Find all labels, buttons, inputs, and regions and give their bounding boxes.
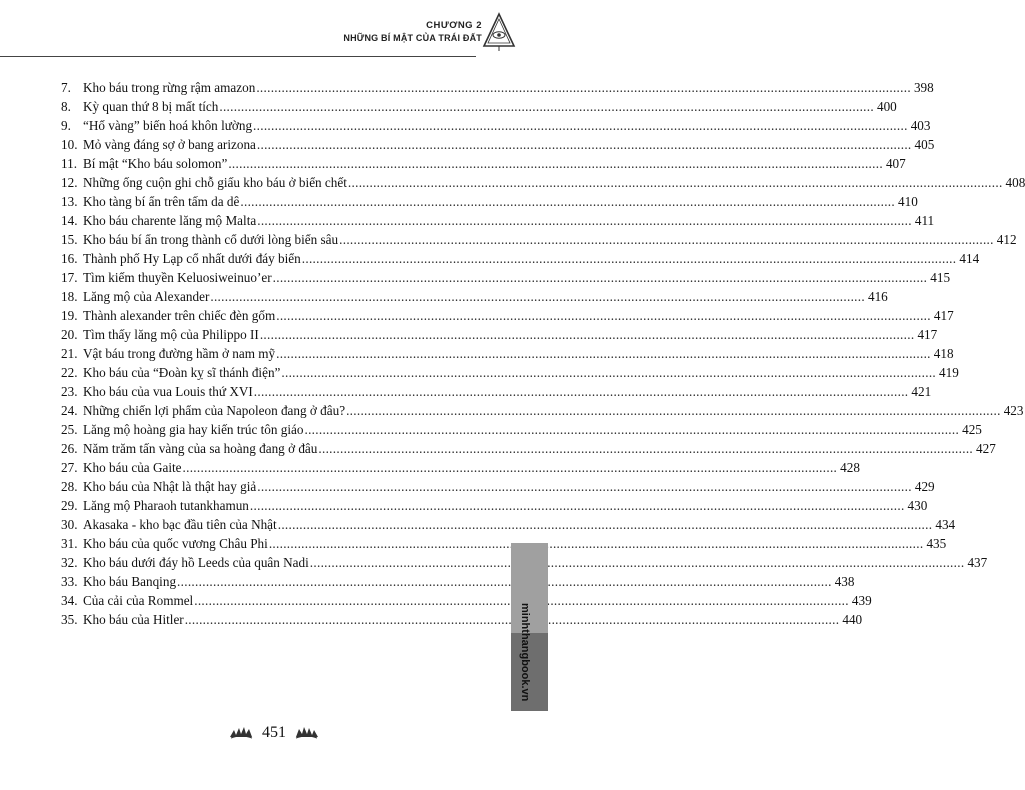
toc-entry-title: Kho tàng bí ẩn trên tấm da dê (83, 194, 240, 210)
toc-entry-page: 416 (867, 289, 888, 305)
toc-entry-number: 24. (61, 403, 78, 419)
toc-leader-dots (304, 422, 959, 438)
toc-leader-dots (260, 327, 915, 343)
toc-entry-title: Vật báu trong đường hầm ở nam mỹ (83, 346, 276, 362)
toc-entry-page: 418 (933, 346, 954, 362)
toc-entry (61, 517, 956, 536)
toc-entry-page: 403 (910, 118, 931, 134)
toc-entry-title: Kho báu của Gaite (83, 460, 182, 476)
toc-leader-dots (256, 80, 911, 96)
toc-entry-number: 30. (61, 517, 78, 533)
toc-leader-dots (281, 365, 936, 381)
toc-entry-number: 20. (61, 327, 78, 343)
toc-entry-number: 35. (61, 612, 78, 628)
toc-leader-dots (348, 175, 1003, 191)
toc-entry-page: 417 (933, 308, 954, 324)
toc-entry-title: Lăng mộ hoàng gia hay kiến trúc tôn giáo (83, 422, 304, 438)
toc-entry-number: 26. (61, 441, 78, 457)
toc-entry-number: 18. (61, 289, 78, 305)
toc-entry (61, 308, 954, 327)
toc-entry-title: Lăng mộ của Alexander (83, 289, 210, 305)
toc-entry-page: 415 (930, 270, 951, 286)
toc-entry-page: 440 (842, 612, 863, 628)
toc-entry-title: Kho báu của Hitler (83, 612, 184, 628)
toc-entry-title: Kho báu bí ẩn trong thành cổ dưới lòng biển sâu (83, 232, 339, 248)
toc-leader-dots (302, 251, 957, 267)
toc-entry (61, 137, 935, 156)
toc-entry-title: Tìm kiếm thuyền Keluosiweinuo’er (83, 270, 272, 286)
toc-entry-page: 419 (939, 365, 959, 381)
toc-entry-title: Kho báu Banqing (83, 574, 177, 590)
toc-entry (61, 270, 951, 289)
toc-entry-title: Của cải của Rommel (83, 593, 194, 609)
toc-entry-title: Kho báu charente lăng mộ Malta (83, 213, 257, 229)
toc-entry-title: Tìm thấy lăng mộ của Philippo II (83, 327, 259, 343)
toc-entry (61, 346, 954, 365)
toc-entry (61, 175, 1025, 194)
toc-entry (61, 289, 888, 308)
toc-entry-number: 17. (61, 270, 78, 286)
eye-in-triangle-icon (482, 12, 516, 52)
toc-entry-page: 437 (967, 555, 988, 571)
toc-entry-title: Những ống cuộn ghi chỗ giấu kho báu ở biển chết (83, 175, 347, 191)
toc-entry-number: 13. (61, 194, 78, 210)
toc-leader-dots (269, 536, 924, 552)
toc-entry (61, 403, 1024, 422)
toc-entry-page: 434 (935, 517, 956, 533)
toc-entry-page: 412 (996, 232, 1017, 248)
toc-entry-number: 11. (61, 156, 77, 172)
toc-entry (61, 213, 935, 232)
toc-entry-page: 425 (962, 422, 982, 438)
toc-entry-number: 14. (61, 213, 78, 229)
toc-leader-dots (219, 99, 874, 115)
toc-entry-number: 32. (61, 555, 78, 571)
toc-entry (61, 156, 906, 175)
chapter-header (343, 20, 482, 44)
toc-entry-number: 33. (61, 574, 78, 590)
table-of-contents (61, 80, 1025, 631)
chapter-subtitle: NHỮNG BÍ MẬT CỦA TRÁI ĐẤT (343, 33, 482, 43)
toc-entry-title: “Hố vàng” biến hoá khôn lường (83, 118, 253, 134)
toc-leader-dots (276, 346, 931, 362)
toc-entry-title: Kho báu trong rừng rậm amazon (83, 80, 256, 95)
toc-entry (61, 80, 934, 99)
toc-leader-dots (257, 479, 912, 495)
toc-leader-dots (210, 289, 865, 305)
toc-entry-title: Kho báu của quốc vương Châu Phi (83, 536, 268, 552)
toc-entry (61, 194, 918, 213)
toc-entry-title: Kỳ quan thứ 8 bị mất tích (83, 99, 219, 115)
toc-entry-number: 19. (61, 308, 78, 324)
toc-entry-number: 31. (61, 536, 78, 552)
toc-entry-page: 428 (840, 460, 860, 476)
leaf-ornament-icon (294, 725, 320, 741)
toc-entry-page: 398 (913, 80, 934, 95)
toc-entry-title: Những chiến lợi phẩm của Napoleon đang ở đâu? (83, 403, 346, 419)
toc-entry (61, 99, 897, 118)
toc-entry-page: 430 (907, 498, 928, 514)
header-rule (0, 56, 476, 57)
toc-entry-number: 34. (61, 593, 78, 609)
toc-entry-page: 435 (926, 536, 947, 552)
toc-entry (61, 536, 947, 555)
toc-entry (61, 232, 1017, 251)
toc-entry (61, 555, 988, 574)
toc-entry-title: Akasaka - kho bạc đầu tiên của Nhật (83, 517, 277, 533)
toc-leader-dots (278, 517, 933, 533)
leaf-ornament-icon (228, 725, 254, 741)
toc-entry (61, 384, 932, 403)
toc-entry-page: 438 (834, 574, 855, 590)
toc-entry (61, 498, 928, 517)
toc-leader-dots (310, 555, 965, 571)
toc-entry-number: 25. (61, 422, 78, 438)
toc-entry-title: Kho báu của vua Louis thứ XVI (83, 384, 253, 400)
toc-entry-page: 410 (898, 194, 918, 210)
toc-entry-number: 10. (61, 137, 78, 153)
toc-entry-page: 417 (917, 327, 938, 343)
side-tab (511, 543, 548, 711)
toc-leader-dots (253, 118, 908, 134)
toc-entry-number: 12. (61, 175, 78, 191)
side-tab-label: minhthangbook.vn (519, 603, 531, 702)
toc-entry-number: 29. (61, 498, 78, 514)
toc-entry-page: 429 (914, 479, 935, 495)
toc-entry-number: 27. (61, 460, 78, 476)
toc-entry-title: Kho báu của “Đoàn kỵ sĩ thánh điện” (83, 365, 281, 381)
toc-leader-dots (250, 498, 905, 514)
toc-entry-number: 15. (61, 232, 78, 248)
toc-entry (61, 251, 980, 270)
page-number: 451 (262, 724, 286, 741)
toc-entry (61, 479, 935, 498)
toc-entry (61, 422, 982, 441)
toc-entry-number: 28. (61, 479, 78, 495)
toc-leader-dots (339, 232, 994, 248)
toc-leader-dots (273, 270, 928, 286)
toc-entry (61, 441, 996, 460)
toc-entry-number: 22. (61, 365, 78, 381)
toc-leader-dots (183, 460, 838, 476)
toc-entry-number: 23. (61, 384, 78, 400)
toc-leader-dots (257, 137, 912, 153)
toc-entry (61, 574, 855, 593)
toc-entry-page: 400 (876, 99, 897, 115)
toc-entry-page: 414 (959, 251, 980, 267)
toc-leader-dots (177, 574, 832, 590)
toc-entry-title: Bí mật “Kho báu solomon” (83, 156, 228, 172)
toc-entry-title: Thành phố Hy Lạp cổ nhất dưới đáy biển (83, 251, 301, 267)
toc-entry (61, 327, 938, 346)
toc-entry-title: Kho báu của Nhật là thật hay giả (83, 479, 257, 495)
toc-entry-number: 7. (61, 80, 71, 95)
toc-entry (61, 593, 872, 612)
toc-entry-number: 21. (61, 346, 78, 362)
toc-leader-dots (240, 194, 895, 210)
toc-entry-number: 16. (61, 251, 78, 267)
page-footer (0, 724, 548, 742)
toc-entry-title: Năm trăm tấn vàng của sa hoàng đang ở đâu (83, 441, 318, 457)
toc-leader-dots (228, 156, 883, 172)
toc-entry-title: Kho báu dưới đáy hồ Leeds của quân Nadi (83, 555, 309, 571)
toc-leader-dots (276, 308, 931, 324)
toc-leader-dots (257, 213, 912, 229)
toc-leader-dots (254, 384, 909, 400)
toc-leader-dots (318, 441, 973, 457)
toc-entry-title: Lăng mộ Pharaoh tutankhamun (83, 498, 249, 514)
toc-entry-title: Mỏ vàng đáng sợ ở bang arizona (83, 137, 256, 153)
toc-entry-title: Thành alexander trên chiếc đèn gốm (83, 308, 276, 324)
toc-entry (61, 118, 931, 137)
toc-entry-page: 407 (885, 156, 906, 172)
toc-entry (61, 612, 863, 631)
toc-entry-page: 405 (914, 137, 935, 153)
toc-entry-number: 9. (61, 118, 71, 134)
toc-entry (61, 365, 959, 384)
toc-entry-page: 411 (914, 213, 935, 229)
toc-entry-page: 421 (911, 384, 932, 400)
toc-entry-page: 427 (976, 441, 996, 457)
toc-entry (61, 460, 860, 479)
toc-entry-page: 439 (851, 593, 872, 609)
toc-entry-page: 423 (1003, 403, 1024, 419)
toc-leader-dots (346, 403, 1001, 419)
toc-entry-page: 408 (1005, 175, 1025, 191)
toc-entry-number: 8. (61, 99, 71, 115)
chapter-label: CHƯƠNG 2 (426, 20, 482, 31)
